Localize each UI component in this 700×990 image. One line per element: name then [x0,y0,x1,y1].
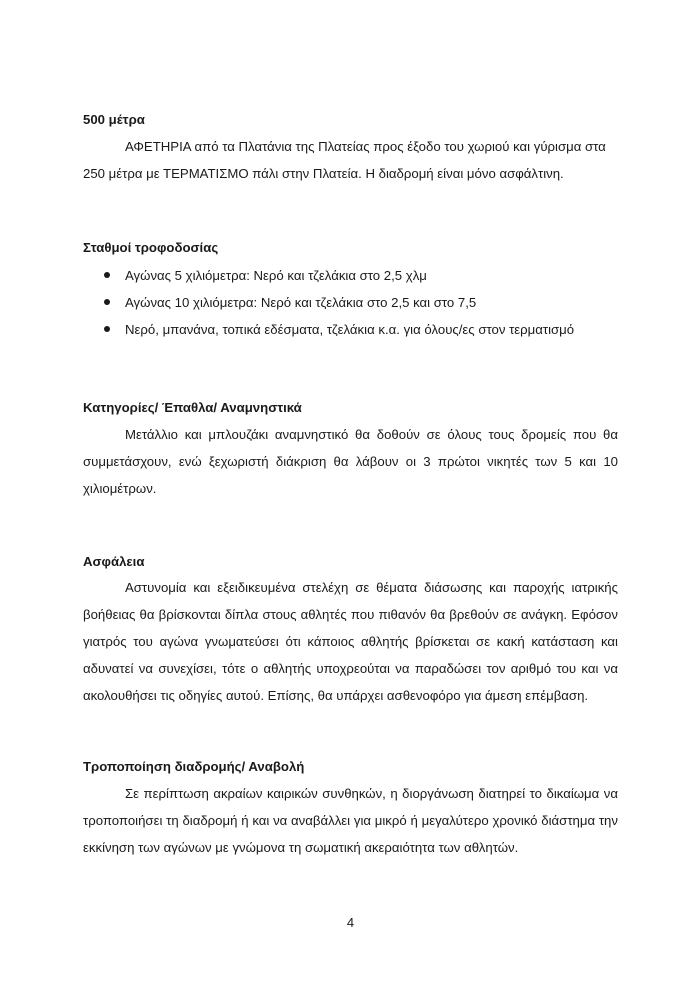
paragraph-500-meters: ΑΦΕΤΗΡΙΑ από τα Πλατάνια της Πλατείας προς έξοδο του χωριού και γύρισμα στα 250 μέτρα με ΤΕΡΜΑΤΙΣΜΟ πάλι στην Πλατεία. Η διαδρομή είναι μόνο ασφάλτινη. [83,139,606,181]
refreshment-stations-list [83,262,574,343]
heading-categories-awards: Κατηγορίες/ Έπαθλα/ Αναμνηστικά [83,400,302,415]
paragraph-route-change: Σε περίπτωση ακραίων καιρικών συνθηκών, η διοργάνωση διατηρεί το δικαίωμα να τροποποιήσει τη διαδρομή ή και να αναβάλλει για μικρό ή μεγαλύτερο χρονικό διάστημα την εκκίνηση των αγώνων με γνώμονα τη σωματική ακεραιότητα των αθλητών. [83,786,618,855]
document-page [83,0,618,990]
bullet-icon [104,326,110,332]
page-number: 4 [346,915,355,930]
list-item [83,316,574,343]
heading-refreshment-stations: Σταθμοί τροφοδοσίας [83,240,219,255]
list-item-text: Αγώνας 10 χιλιόμετρα: Νερό και τζελάκια στο 2,5 και στο 7,5 [125,295,477,310]
bullet-icon [104,299,110,305]
list-item-text: Νερό, μπανάνα, τοπικά εδέσματα, τζελάκια κ.α. για όλους/ες στον τερματισμό [125,322,575,337]
paragraph-safety: Αστυνομία και εξειδικευμένα στελέχη σε θέματα διάσωσης και παροχής ιατρικής βοήθειας θα βρίσκονται δίπλα στους αθλητές που πιθανόν θα βρεθούν σε ανάγκη. Εφόσον γιατρός του αγώνα γνωματεύσει ότι κάποιος αθλητής βρίσκεται σε κακή κατάσταση και αδυνατεί να συνεχίσει, τότε ο αθλητής υποχρεούται να παραδώσει τον αριθμό του και να ακολουθήσει τις οδηγίες αυτού. Επίσης, θα υπάρχει ασθενοφόρο για άμεση επέμβαση. [83,580,618,703]
heading-500-meters: 500 μέτρα [83,112,145,127]
list-item-text: Αγώνας 5 χιλιόμετρα: Νερό και τζελάκια στο 2,5 χλμ [125,268,427,283]
list-item [83,289,574,316]
paragraph-categories-awards: Μετάλλιο και μπλουζάκι αναμνηστικό θα δοθούν σε όλους τους δρομείς που θα συμμετάσχουν, ενώ ξεχωριστή διάκριση θα λάβουν οι 3 πρώτοι νικητές των 5 και 10 χιλιομέτρων. [83,427,618,496]
list-item [83,262,574,289]
heading-route-change: Τροποποίηση διαδρομής/ Αναβολή [83,759,305,774]
bullet-icon [104,272,110,278]
heading-safety: Ασφάλεια [83,554,145,569]
